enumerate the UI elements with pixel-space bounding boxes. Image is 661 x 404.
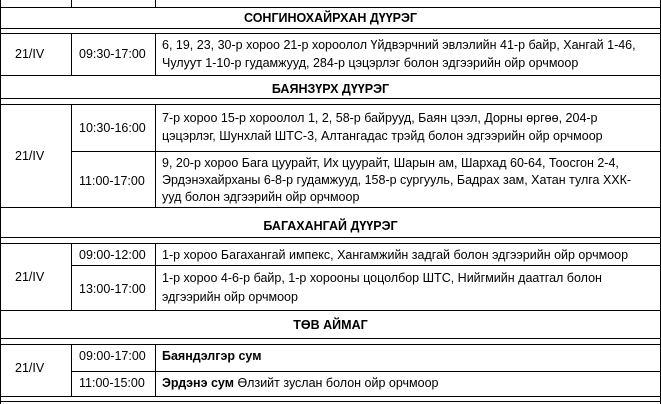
date-cell: 21/IV bbox=[15, 270, 45, 284]
time-cell: 11:00-15:00 bbox=[79, 376, 145, 390]
date-cell: 21/IV bbox=[15, 47, 45, 61]
rule bbox=[71, 371, 661, 372]
sum-name: Эрдэнэ сум bbox=[162, 376, 234, 390]
description-line: Чулуут 1-10-р гудамжууд, 284-р цэцэрлэг болон эдгээрийн ойр орчмоор bbox=[162, 56, 579, 70]
rule bbox=[0, 33, 661, 34]
time-cell: 09:30-17:00 bbox=[79, 47, 146, 61]
rule bbox=[71, 104, 72, 208]
description-text: Өлзийт зуслан болон ойр орчмоор bbox=[233, 376, 439, 390]
rule bbox=[71, 33, 72, 76]
description-line: Эрдэнэхайрханы 6-8-р гудамжууд, 158-р сургууль, Бадрах зам, Хатан тулга ХХК- bbox=[162, 173, 632, 187]
rule bbox=[71, 151, 661, 152]
sum-name: Баяндэлгэр сум bbox=[162, 349, 262, 363]
rule bbox=[71, 265, 661, 266]
rule bbox=[0, 344, 661, 345]
section-title: БАГАХАНГАЙ ДҮҮРЭГ bbox=[263, 219, 398, 233]
description-line: 1-р хороо 4-6-р байр, 1-р хорооны цоцолбор ШТС, Нийгмийн даатгал болон bbox=[162, 271, 602, 285]
rule bbox=[0, 104, 661, 105]
rule bbox=[0, 243, 661, 244]
section-title: СОНГИНОХАЙРХАН ДҮҮРЭГ bbox=[243, 11, 417, 25]
description-line: ууд болон эдгээрийн ойр орчмоор bbox=[162, 190, 360, 204]
description-line: 6, 19, 23, 30-р хороо 21-р хороолол Үйдвэрчний эвлэлийн 41-р байр, Хангай 1-46, bbox=[162, 38, 636, 52]
time-cell: 09:00-17:00 bbox=[79, 349, 146, 363]
rule bbox=[0, 75, 661, 76]
description-line: 9, 20-р хороо Бага цуурайт, Их цуурайт, Шарын ам, Шархад 60-64, Тоосгон 2-4, bbox=[162, 156, 619, 170]
date-cell: 21/IV bbox=[15, 149, 45, 163]
rule bbox=[0, 0, 1, 404]
rule bbox=[0, 401, 661, 402]
rule bbox=[155, 243, 156, 311]
description-line: цэцэрлэг, Шунхлай ШТС-3, Алтангадас трэйд болон эдгээрийн ойр орчмоор bbox=[162, 129, 603, 143]
description-line bbox=[162, 374, 438, 392]
description-line bbox=[162, 347, 261, 365]
rule bbox=[155, 0, 156, 8]
rule bbox=[71, 344, 72, 397]
rule bbox=[155, 104, 156, 208]
description-line: эдгээрийн ойр орчмоор bbox=[162, 290, 298, 304]
time-cell: 10:30-16:00 bbox=[79, 121, 146, 135]
rule bbox=[0, 28, 661, 29]
rule bbox=[155, 344, 156, 397]
time-cell: 11:00-17:00 bbox=[79, 174, 145, 188]
rule bbox=[0, 310, 661, 311]
rule bbox=[0, 237, 661, 238]
rule bbox=[0, 98, 661, 99]
description-line: 1-р хороо Багахангай импекс, Хангамжийн задгай болон эдгээрийн ойр орчмоор bbox=[162, 248, 629, 262]
section-title: ТӨВ АЙМАГ bbox=[293, 318, 368, 332]
rule bbox=[71, 243, 72, 311]
rule bbox=[155, 33, 156, 76]
rule bbox=[0, 207, 661, 208]
section-title: БАЯНЗҮРХ ДҮҮРЭГ bbox=[271, 82, 390, 96]
rule bbox=[71, 0, 72, 8]
date-cell: 21/IV bbox=[15, 361, 45, 375]
time-cell: 13:00-17:00 bbox=[79, 282, 146, 296]
rule bbox=[0, 7, 661, 8]
rule bbox=[0, 338, 661, 339]
rule bbox=[0, 396, 661, 397]
time-cell: 09:00-12:00 bbox=[79, 248, 146, 262]
description-line: 7-р хороо 15-р хороолол 1, 2, 58-р байрууд, Баян цээл, Дорны өргөө, 204-р bbox=[162, 111, 598, 125]
